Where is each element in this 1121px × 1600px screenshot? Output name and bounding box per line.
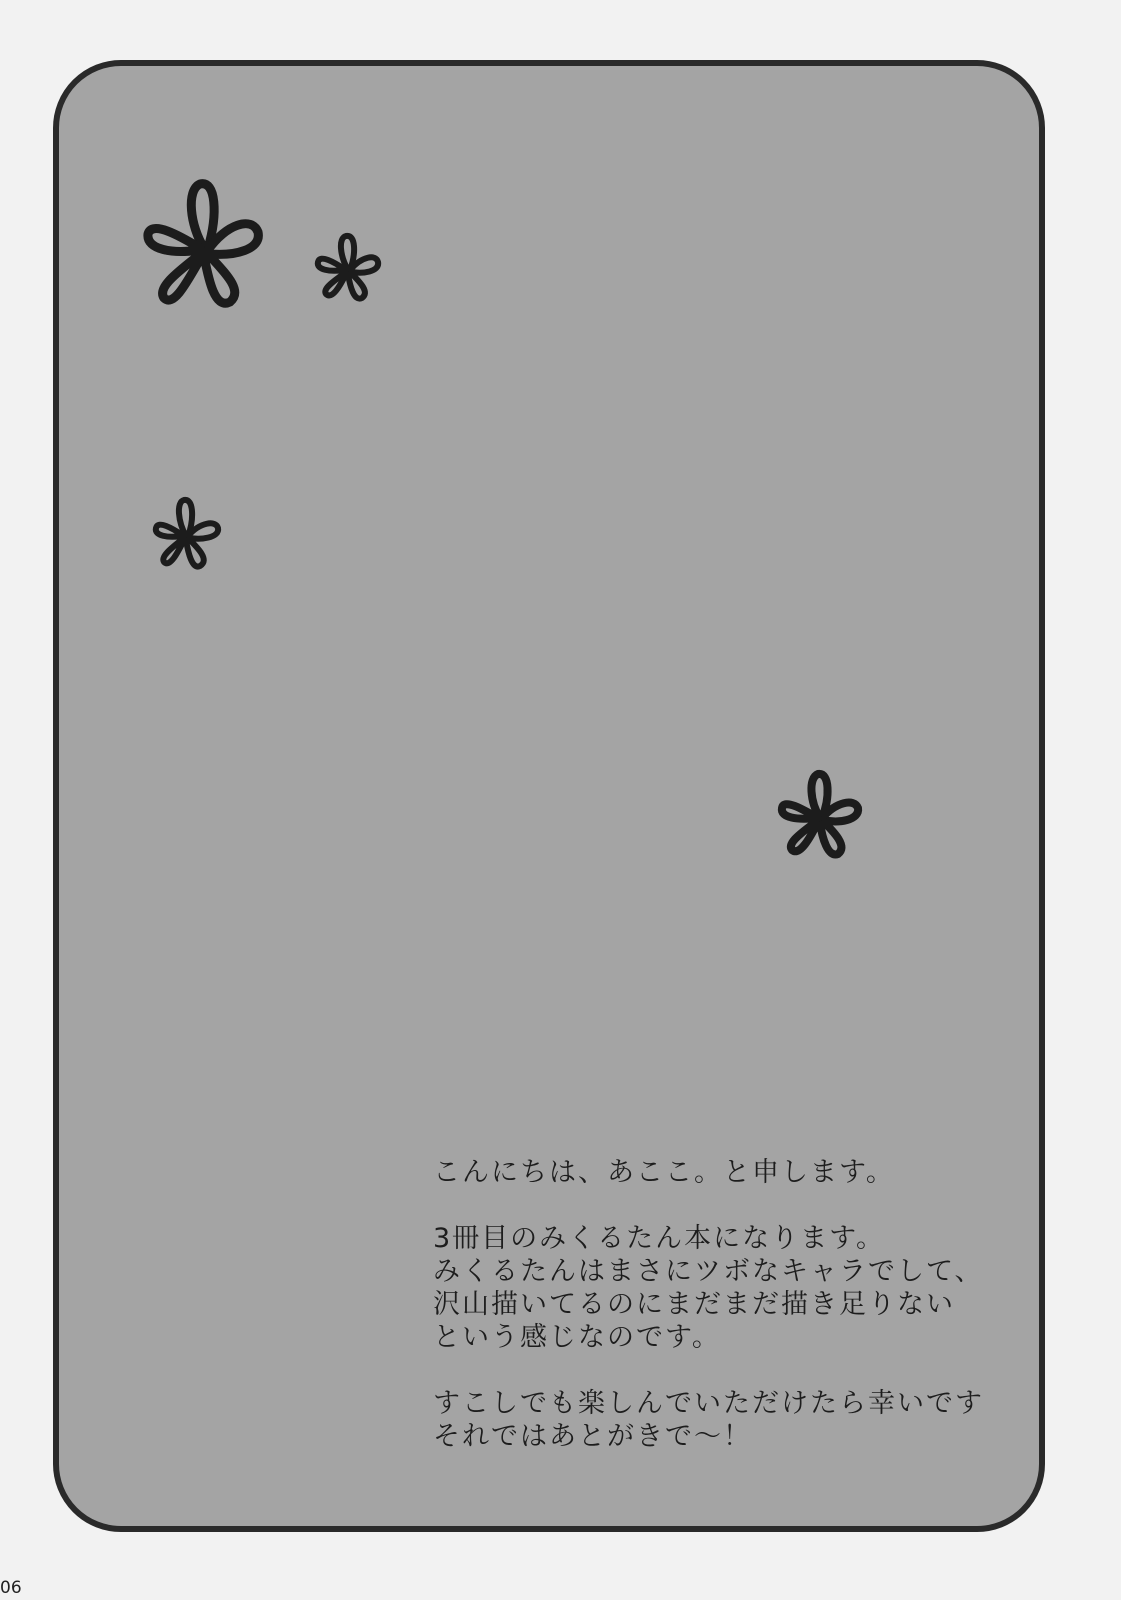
body-line: 沢山描いてるのにまだまだ描き足りない — [433, 1289, 955, 1320]
page-number: 06 — [0, 1578, 22, 1598]
flower-icon — [139, 176, 269, 316]
afterword-panel — [53, 60, 1045, 1532]
flower-icon — [312, 232, 384, 304]
body-paragraph — [433, 1222, 1045, 1354]
body-line: という感じなのです。 — [433, 1322, 721, 1353]
greeting-paragraph — [433, 1156, 1045, 1189]
body-line: 3冊目のみくるたん本になります。 — [433, 1223, 886, 1254]
closing-paragraph — [433, 1387, 1045, 1453]
afterword-message — [433, 1156, 1045, 1486]
greeting-line: こんにちは、あここ。と申します。 — [433, 1157, 895, 1188]
flower-icon — [775, 768, 865, 864]
flower-icon — [148, 496, 224, 572]
closing-line: それではあとがきで～！ — [433, 1421, 752, 1452]
closing-line: すこしでも楽しんでいただけたら幸いです — [433, 1388, 984, 1419]
body-line: みくるたんはまさにツボなキャラでして、 — [433, 1256, 984, 1287]
